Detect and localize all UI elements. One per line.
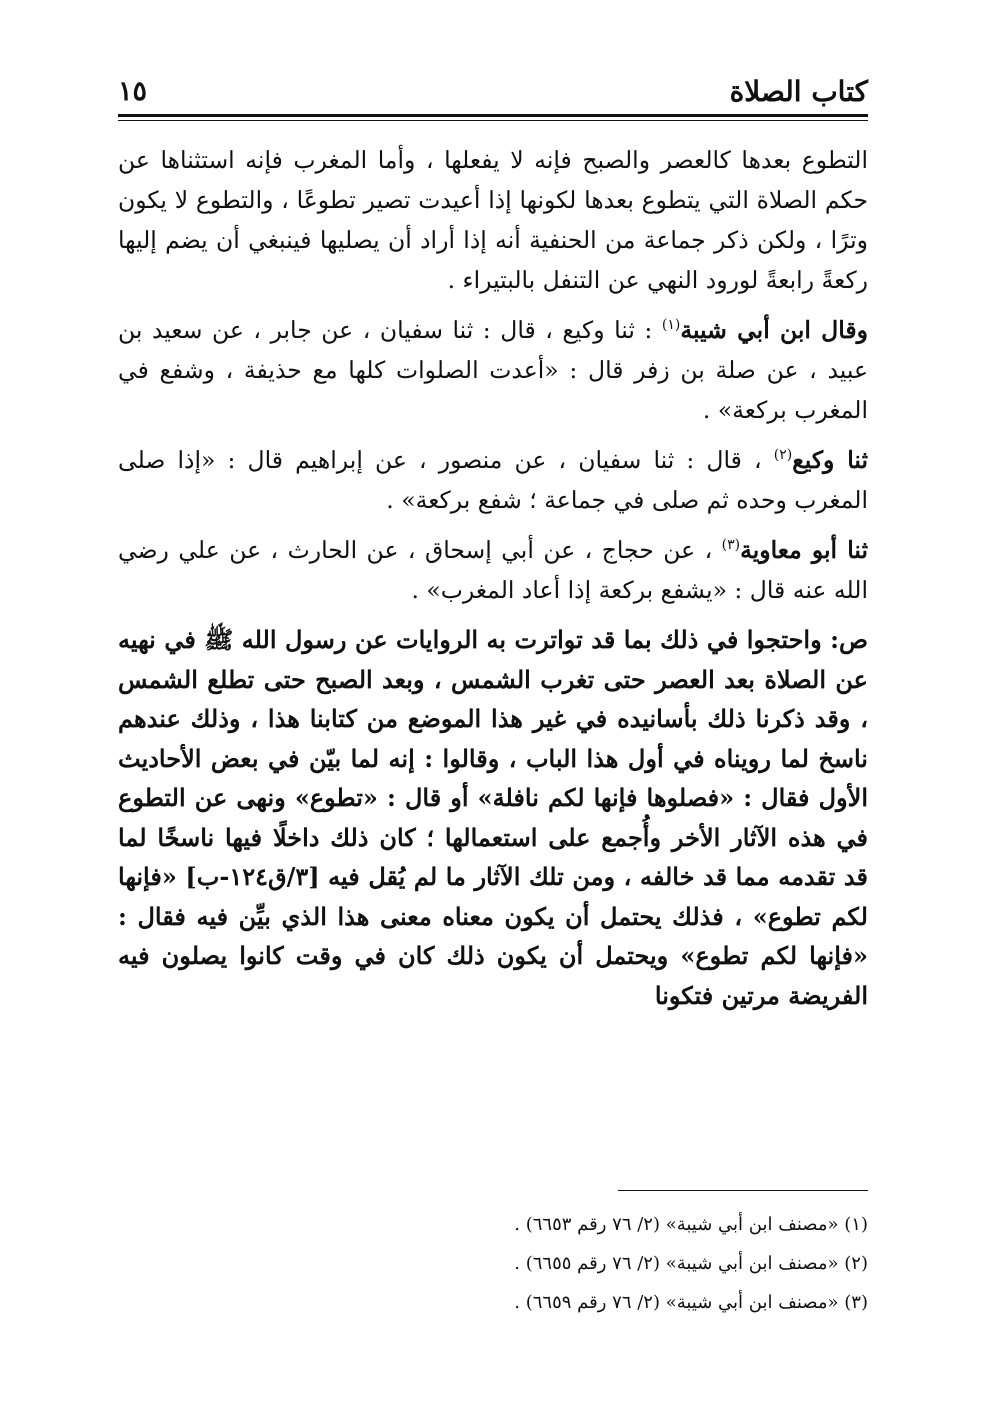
paragraph-3 [118, 440, 868, 520]
paragraph-text: ص: واحتجوا في ذلك بما قد تواترت به الروايات عن رسول الله ﷺ في نهيه عن الصلاة بعد العصر حتى تغرب الشمس ، وبعد الصبح حتى تطلع الشمس ، وقد ذكرنا ذلك بأسانيده في غير هذا الموضع من كتابنا هذا ، وذلك عندهم ناسخ لما رويناه في أول هذا الباب ، وقالوا : إنه لما بيّن في بعض الأحاديث الأول فقال : «فصلوها فإنها لكم نافلة» أو قال : «تطوع» ونهى عن التطوع في هذه الآثار الأخر وأُجمع على استعمالها ؛ كان ذلك داخلًا فيها ناسخًا لما قد تقدمه مما قد خالفه ، ومن تلك الآثار ما لم يُقل فيه [٣/ق١٢٤-ب] «فإنها لكم تطوع» ، فذلك يحتمل أن يكون معناه معنى هذا الذي بيِّن فيه فقال : «فإنها لكم تطوع» ويحتمل أن يكون ذلك كان في وقت كانوا يصلون فيه الفريضة مرتين فتكونا [118, 625, 868, 1010]
header-rule-thin [118, 120, 868, 121]
paragraph-text: ، قال : ثنا سفيان ، عن منصور ، عن إبراهيم قال : «إذا صلى المغرب وحده ثم صلى في جماعة ؛ شفع بركعة» . [118, 446, 868, 514]
footnote-1: (١) «مصنف ابن أبي شيبة» (٢/ ٧٦ رقم ٦٦٥٣) . [514, 1214, 868, 1235]
paragraph-text: التطوع بعدها كالعصر والصبح فإنه لا يفعلها ، وأما المغرب فإنه استثناها عن حكم الصلاة التي يتطوع بعدها لكونها إذا أعيدت تصير تطوعًا ، والتطوع لا يكون وترًا ، ولكن ذكر جماعة من الحنفية أنه إذا أراد أن يصليها فينبغي أن يضم إليها ركعةً رابعةً لورود النهي عن التنفل بالبتيراء . [118, 146, 868, 294]
paragraph-4 [118, 530, 868, 610]
paragraph-text: ، عن حجاج ، عن أبي إسحاق ، عن الحارث ، عن علي رضي الله عنه قال : «يشفع بركعة إذا أعاد المغرب» . [118, 536, 868, 604]
footnote-marker: (١) [661, 317, 681, 334]
paragraph-5 [118, 620, 868, 1015]
paragraph-1 [118, 140, 868, 300]
running-header [118, 72, 868, 112]
paragraph-text: : ثنا وكيع ، قال : ثنا سفيان ، عن جابر ، عن سعيد بن عبيد ، عن صلة بن زفر قال : «أعدت الصلوات كلها مع حذيفة ، وشفع في المغرب بركعة» . [118, 316, 868, 424]
main-text [118, 140, 868, 1025]
footnote-marker: (٣) [721, 537, 741, 554]
narrator-lead: وقال ابن أبي شيبة [680, 316, 869, 344]
chapter-title: كتاب الصلاة [729, 75, 868, 108]
footnotes [118, 1205, 868, 1322]
footnote-2: (٢) «مصنف ابن أبي شيبة» (٢/ ٧٦ رقم ٦٦٥٥) . [514, 1253, 868, 1274]
footnote-separator [618, 1190, 868, 1191]
narrator-lead: ثنا أبو معاوية [740, 536, 869, 564]
header-rule-thick [118, 114, 868, 117]
footnote-marker: (٢) [773, 447, 793, 464]
page-number: ١٥ [118, 76, 148, 107]
paragraph-2 [118, 310, 868, 430]
footnote-3: (٣) «مصنف ابن أبي شيبة» (٢/ ٧٦ رقم ٦٦٥٩) . [514, 1292, 868, 1313]
narrator-lead: ثنا وكيع [792, 446, 869, 474]
